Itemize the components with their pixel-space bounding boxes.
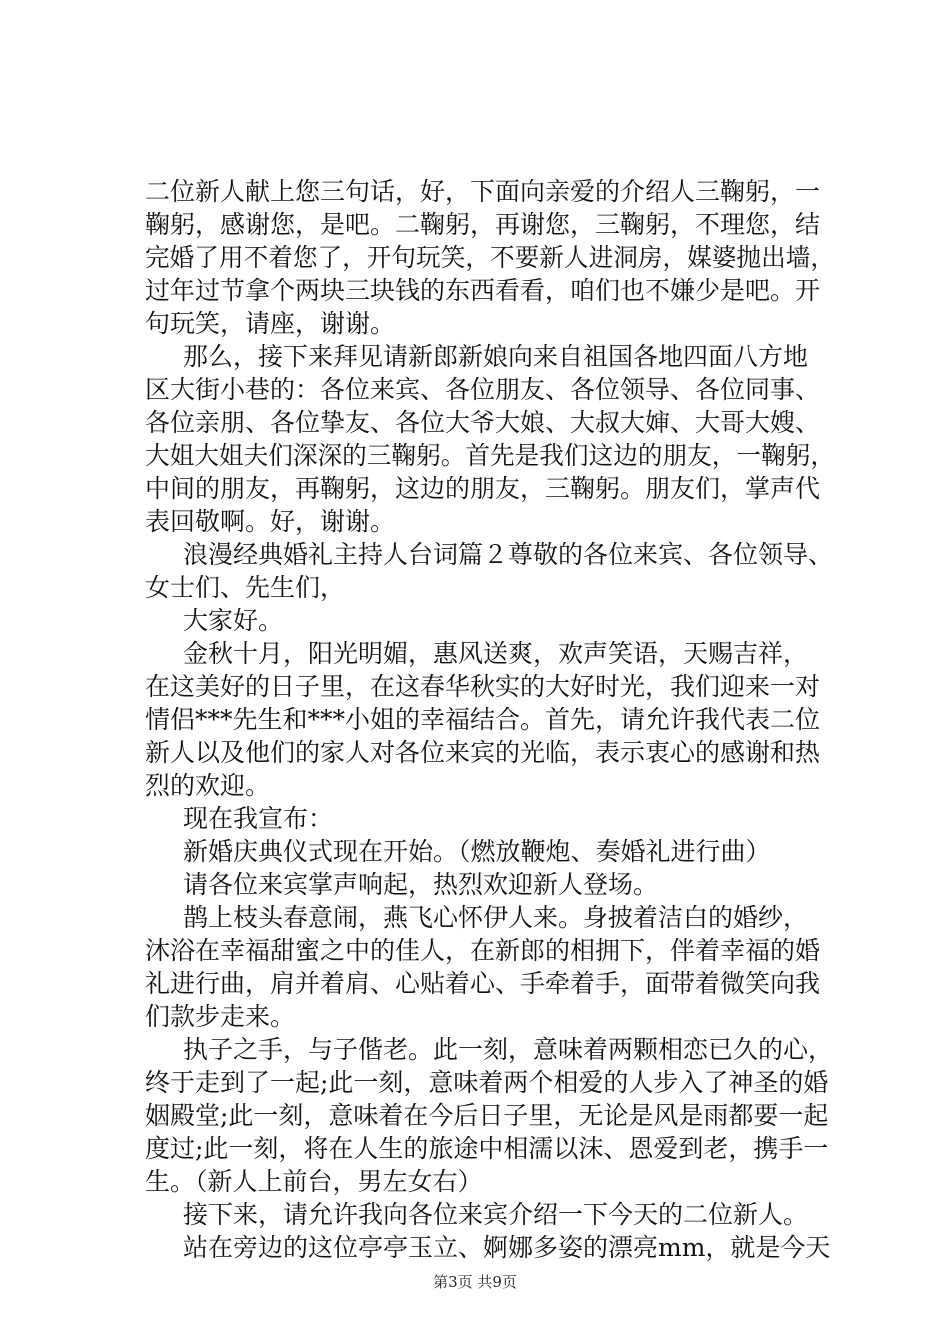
text-line: 请各位来宾掌声响起，热烈欢迎新人登场。: [183, 870, 659, 899]
text-line: 终于走到了一起;此一刻，意味着两个相爱的人步入了神圣的婚: [145, 1068, 829, 1097]
text-line: 过年过节拿个两块三块钱的东西看看，咱们也不嫌少是吧。开: [145, 276, 821, 305]
text-line: 情侣***先生和***小姐的幸福结合。首先，请允许我代表二位: [145, 705, 821, 734]
text-line: 表回敬啊。好，谢谢。: [145, 507, 396, 536]
page-number-footer: 第3页 共9页: [433, 1273, 517, 1291]
text-line: 烈的欢迎。: [145, 771, 271, 800]
text-line: 中间的朋友，再鞠躬，这边的朋友，三鞠躬。朋友们，掌声代: [145, 474, 821, 503]
text-line: 二位新人献上您三句话，好，下面向亲爱的介绍人三鞠躬，一: [145, 177, 821, 206]
text-line: 浪漫经典婚礼主持人台词篇２尊敬的各位来宾、各位领导、: [183, 540, 834, 569]
text-line: 执子之手，与子偕老。此一刻，意味着两颗相恋已久的心，: [183, 1035, 834, 1064]
text-line: 礼进行曲，肩并着肩、心贴着心、手牵着手，面带着微笑向我: [145, 969, 821, 998]
text-line: 站在旁边的这位亭亭玉立、婀娜多姿的漂亮mm，就是今天: [183, 1233, 831, 1262]
text-line: 区大街小巷的：各位来宾、各位朋友、各位领导、各位同事、: [145, 375, 821, 404]
text-line: 各位亲朋、各位挚友、各位大爷大娘、大叔大婶、大哥大嫂、: [145, 408, 821, 437]
text-line: 姻殿堂;此一刻，意味着在今后日子里，无论是风是雨都要一起: [145, 1101, 829, 1130]
text-line: 们款步走来。: [145, 1002, 296, 1031]
text-line: 鞠躬，感谢您，是吧。二鞠躬，再谢您，三鞠躬，不理您，结: [145, 210, 821, 239]
text-line: 新人以及他们的家人对各位来宾的光临，表示衷心的感谢和热: [145, 738, 821, 767]
text-line: 现在我宣布：: [183, 804, 334, 833]
text-line: 句玩笑，请座，谢谢。: [145, 309, 396, 338]
text-line: 新婚庆典仪式现在开始。（燃放鞭炮、奏婚礼进行曲）: [183, 837, 771, 866]
text-line: 完婚了用不着您了，开句玩笑，不要新人进洞房，媒婆抛出墙，: [145, 243, 836, 272]
text-line: 度过;此一刻，将在人生的旅途中相濡以沫、恩爱到老，携手一: [145, 1134, 829, 1163]
text-line: 在这美好的日子里，在这春华秋实的大好时光，我们迎来一对: [145, 672, 821, 701]
text-line: 沐浴在幸福甜蜜之中的佳人，在新郎的相拥下，伴着幸福的婚: [145, 936, 821, 965]
text-line: 大家好。: [183, 606, 284, 635]
text-line: 生。（新人上前台，男左女右）: [145, 1167, 483, 1196]
text-line: 那么，接下来拜见请新郎新娘向来自祖国各地四面八方地: [183, 342, 809, 371]
text-line: 鹊上枝头春意闹，燕飞心怀伊人来。身披着洁白的婚纱，: [183, 903, 809, 932]
text-line: 金秋十月，阳光明媚，惠风送爽，欢声笑语，天赐吉祥，: [183, 639, 809, 668]
text-line: 接下来，请允许我向各位来宾介绍一下今天的二位新人。: [183, 1200, 809, 1229]
text-line: 女士们、先生们，: [145, 573, 346, 602]
text-line: 大姐大姐夫们深深的三鞠躬。首先是我们这边的朋友，一鞠躬，: [145, 441, 836, 470]
